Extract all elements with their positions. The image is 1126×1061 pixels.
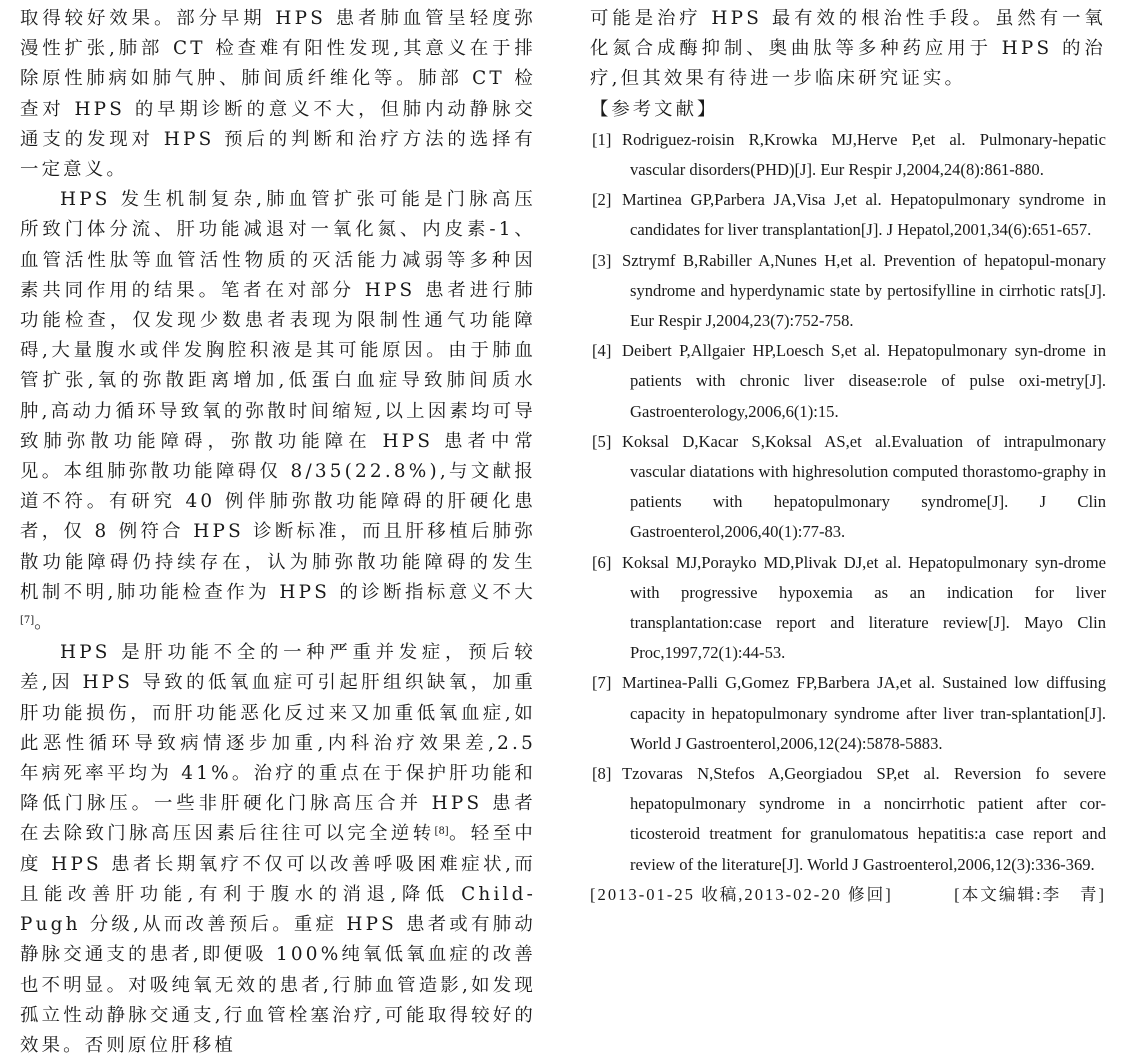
reference-item [590, 759, 1106, 880]
paragraph-tail: 。 [34, 612, 56, 634]
citation-marker[interactable]: [7] [20, 615, 35, 627]
reference-number: [8] [592, 764, 612, 784]
reference-text: Martinea-Palli G,Gomez FP,Barbera JA,et al. Sustained low diffusing capacity in hepatopulmonary syndrome after liver tran-splantation[J]. World J Gastroenterol,2006,12(24):5878-5883. [622, 673, 1106, 753]
reference-item [590, 548, 1106, 669]
paragraph-text: 。轻至中度 HPS 患者长期氧疗不仅可以改善呼吸困难症状,而且能改善肝功能,有利于腹水的消退,降低 Child-Pugh 分级,从而改善预后。重症 HPS 患者或有肺动静脉交通支的患者,即便吸 100%纯氧低氧血症的改善也不明显。对吸纯氧无效的患者,行肺血管造影,如发现孤立性动静脉交通支,行血管栓塞治疗,可能取得较好的效果。否则原位肝移植 [20, 823, 536, 1056]
reference-text: Sztrymf B,Rabiller A,Nunes H,et al. Prevention of hepatopul-monary syndrome and hyperdynamic state by pertosifylline in cirrhotic rats[J]. Eur Respir J,2004,23(7):752-758. [622, 250, 1106, 331]
reference-number: [6] [592, 552, 612, 572]
reference-text: Koksal D,Kacar S,Koksal AS,et al.Evaluation of intrapulmonary vascular diatations with highresolution computed thorastomo-graphy in patients with hepatopulmonary syndrome[J]. J Clin Gastroenterol,2006,40(1):77-83. [622, 431, 1106, 542]
reference-list [590, 125, 1106, 880]
body-paragraph [20, 185, 536, 638]
reference-item [590, 336, 1106, 427]
right-column [590, 0, 1106, 910]
reference-item [590, 246, 1106, 337]
reference-number: [7] [592, 673, 612, 693]
reference-text: Koksal MJ,Porayko MD,Plivak DJ,et al. Hepatopulmonary syn-drome with progressive hypoxemia as an indication for liver transplantation:case report and literature review[J]. Mayo Clin Proc,1997,72(1):44-53. [622, 552, 1106, 663]
reference-text: Tzovaras N,Stefos A,Georgiadou SP,et al. Reversion fo severe hepatopulmonary syndrome in a noncirrhotic patient after cor-ticosteroid treatment for granulomatous hepatitis:a case report and review of the literature[J]. World J Gastroenterol,2006,12(3):336-369. [622, 764, 1106, 874]
article-footer [590, 880, 1106, 910]
reference-number: [1] [592, 129, 612, 149]
reference-item [590, 185, 1106, 245]
reference-text: Martinea GP,Parbera JA,Visa J,et al. Hepatopulmonary syndrome in candidates for liver transplantation[J]. J Hepatol,2001,34(6):651-657. [622, 190, 1106, 240]
paragraph-text: HPS 发生机制复杂,肺血管扩张可能是门脉高压所致门体分流、肝功能减退对一氧化氮、内皮素-1、血管活性肽等血管活性物质的灭活能力减弱等多种因素共同作用的结果。笔者在对部分 HPS 患者进行肺功能检查，仅发现少数患者表现为限制性通气功能障碍,大量腹水或伴发胸腔积液是其可能原因。由于肺血管扩张,氧的弥散距离增加,低蛋白血症导致肺间质水肿,高动力循环导致氧的弥散时间缩短,以上因素均可导致肺弥散功能障碍，弥散功能障在 HPS 患者中常见。本组肺弥散功能障碍仅 8/35(22.8%),与文献报道不符。有研究 40 例伴肺弥散功能障碍的肝硬化患者，仅 8 例符合 HPS 诊断标准，而且肝移植后肺弥散功能障碍仍持续存在，认为肺弥散功能障碍的发生机制不明,肺功能检查作为 HPS 的诊断指标意义不大 [20, 189, 536, 603]
reference-number: [5] [592, 431, 612, 451]
left-column [20, 0, 536, 1061]
body-paragraph: 可能是治疗 HPS 最有效的根治性手段。虽然有一氧化氮合成酶抑制、奥曲肽等多种药应用于 HPS 的治疗,但其效果有待进一步临床研究证实。 [590, 8, 1106, 90]
reference-number: [4] [592, 341, 612, 361]
editor-credit: [本文编辑:李 青] [954, 884, 1106, 904]
reference-number: [2] [592, 190, 612, 210]
reference-text: Deibert P,Allgaier HP,Loesch S,et al. Hepatopulmonary syn-drome in patients with chronic liver disease:role of pulse oxi-metry[J]. Gastroenterology,2006,6(1):15. [622, 341, 1106, 421]
paragraph-text: HPS 是肝功能不全的一种严重并发症，预后较差,因 HPS 导致的低氧血症可引起肝组织缺氧，加重肝功能损伤，而肝功能恶化反过来又加重低氧血症,如此恶性循环导致病情逐步加重,内科治疗效果差,2.5 年病死率平均为 41%。治疗的重点在于保护肝功能和降低门脉压。一些非肝硬化门脉高压合并 HPS 患者在去除致门脉高压因素后往往可以完全逆转 [20, 642, 536, 845]
reference-text: Rodriguez-roisin R,Krowka MJ,Herve P,et al. Pulmonary-hepatic vascular disorders(PHD)[J]. Eur Respir J,2004,24(8):861-880. [622, 129, 1106, 180]
received-date: [2013-01-25 收稿,2013-02-20 修回] [590, 884, 893, 904]
reference-item [590, 427, 1106, 548]
citation-marker[interactable]: [8] [434, 826, 449, 838]
reference-item [590, 668, 1106, 759]
body-paragraph: 取得较好效果。部分早期 HPS 患者肺血管呈轻度弥漫性扩张,肺部 CT 检查难有阳性发现,其意义在于排除原性肺病如肺气肿、肺间质纤维化等。肺部 CT 检查对 HPS 的早期诊断的意义不大，但肺内动静脉交通支的发现对 HPS 预后的判断和治疗方法的选择有一定意义。 [20, 8, 536, 181]
reference-number: [3] [592, 250, 612, 270]
reference-item [590, 125, 1106, 185]
body-paragraph [20, 638, 536, 1061]
references-heading: 【参考文献】 [590, 98, 719, 120]
